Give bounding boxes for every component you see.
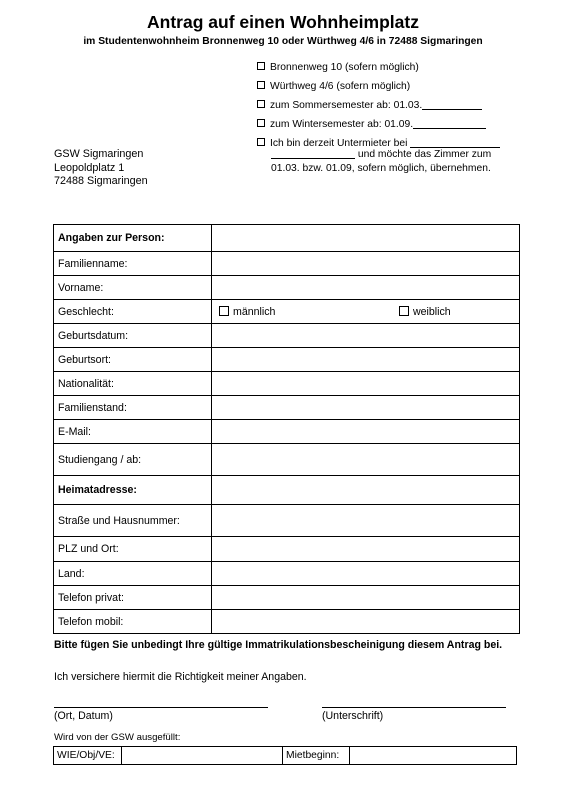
- declaration-text: Ich versichere hiermit die Richtigkeit meiner Angaben.: [54, 671, 307, 683]
- familienname-label: Familienname:: [54, 252, 212, 276]
- wie-label: WIE/Obj/VE:: [54, 747, 122, 765]
- gsw-office-table: [53, 746, 517, 765]
- unterschrift-label: (Unterschrift): [322, 710, 384, 722]
- ort-datum-label: (Ort, Datum): [54, 710, 113, 722]
- unterschrift-line[interactable]: [322, 707, 506, 708]
- option-wintersemester[interactable]: [257, 118, 486, 130]
- wintersemester-blank[interactable]: [413, 118, 486, 129]
- checkbox-maennlich[interactable]: [219, 306, 229, 316]
- untermieter-continuation: [271, 148, 491, 176]
- email-label: E-Mail:: [54, 420, 212, 444]
- option-bronnenweg[interactable]: [257, 62, 419, 73]
- recipient-address: [54, 148, 148, 189]
- untermieter-name-blank-2[interactable]: [271, 148, 355, 159]
- address-line-3: 72488 Sigmaringen: [54, 175, 148, 187]
- familienstand-field[interactable]: [212, 396, 520, 420]
- sommersemester-blank[interactable]: [422, 99, 482, 110]
- checkbox-wintersemester[interactable]: [257, 119, 265, 127]
- untermieter-line-3: 01.03. bzw. 01.09, sofern möglich, übernehmen.: [271, 163, 491, 174]
- tel-mobil-field[interactable]: [212, 610, 520, 634]
- option-sommersemester[interactable]: [257, 99, 482, 111]
- checkbox-untermieter[interactable]: [257, 138, 265, 146]
- tel-privat-field[interactable]: [212, 586, 520, 610]
- plz-label: PLZ und Ort:: [54, 537, 212, 562]
- section-heimat-field: [212, 476, 520, 505]
- tel-privat-label: Telefon privat:: [54, 586, 212, 610]
- enrollment-note: Bitte fügen Sie unbedingt Ihre gültige Immatrikulationsbescheinigung diesem Antrag bei.: [54, 639, 503, 651]
- nationalitaet-label: Nationalität:: [54, 372, 212, 396]
- option-wuerthweg[interactable]: [257, 81, 410, 92]
- gsw-note: Wird von der GSW ausgefüllt:: [54, 732, 181, 743]
- checkbox-sommersemester[interactable]: [257, 100, 265, 108]
- application-form-table: [53, 224, 520, 634]
- plz-field[interactable]: [212, 537, 520, 562]
- land-label: Land:: [54, 562, 212, 586]
- vorname-field[interactable]: [212, 276, 520, 300]
- page-title: Antrag auf einen Wohnheimplatz: [147, 12, 419, 32]
- option-sommersemester-label: zum Sommersemester ab: 01.03.: [270, 100, 423, 111]
- section-heimat-label: Heimatadresse:: [54, 476, 212, 505]
- strasse-field[interactable]: [212, 505, 520, 537]
- untermieter-name-blank[interactable]: [410, 137, 500, 148]
- geburtsort-label: Geburtsort:: [54, 348, 212, 372]
- vorname-label: Vorname:: [54, 276, 212, 300]
- geburtsort-field[interactable]: [212, 348, 520, 372]
- geschlecht-field: [212, 300, 520, 324]
- checkbox-weiblich[interactable]: [399, 306, 409, 316]
- checkbox-bronnenweg[interactable]: [257, 62, 265, 70]
- geburtsdatum-label: Geburtsdatum:: [54, 324, 212, 348]
- option-bronnenweg-label: Bronnenweg 10 (sofern möglich): [270, 62, 419, 73]
- maennlich-label: männlich: [233, 305, 276, 318]
- strasse-label: Straße und Hausnummer:: [54, 505, 212, 537]
- familienname-field[interactable]: [212, 252, 520, 276]
- email-field[interactable]: [212, 420, 520, 444]
- geburtsdatum-field[interactable]: [212, 324, 520, 348]
- checkbox-wuerthweg[interactable]: [257, 81, 265, 89]
- nationalitaet-field[interactable]: [212, 372, 520, 396]
- land-field[interactable]: [212, 562, 520, 586]
- option-wintersemester-label: zum Wintersemester ab: 01.09.: [270, 119, 414, 130]
- studiengang-label: Studiengang / ab:: [54, 444, 212, 476]
- weiblich-label: weiblich: [413, 305, 451, 318]
- studiengang-field[interactable]: [212, 444, 520, 476]
- option-untermieter-label: Ich bin derzeit Untermieter bei: [270, 138, 408, 149]
- address-line-2: Leopoldplatz 1: [54, 161, 125, 174]
- option-weiblich[interactable]: [399, 306, 451, 318]
- wie-field: [122, 747, 283, 765]
- page-subtitle: im Studentenwohnheim Bronnenweg 10 oder Würthweg 4/6 in 72488 Sigmaringen: [83, 36, 483, 47]
- section-person-field: [212, 225, 520, 252]
- ort-datum-line[interactable]: [54, 707, 268, 708]
- familienstand-label: Familienstand:: [54, 396, 212, 420]
- address-line-1: GSW Sigmaringen: [54, 148, 144, 160]
- option-maennlich[interactable]: [216, 306, 399, 318]
- tel-mobil-label: Telefon mobil:: [54, 610, 212, 634]
- option-wuerthweg-label: Würthweg 4/6 (sofern möglich): [270, 81, 411, 92]
- geschlecht-label: Geschlecht:: [54, 300, 212, 324]
- mietbeginn-label: Mietbeginn:: [283, 747, 350, 765]
- untermieter-line-2: und möchte das Zimmer zum: [357, 149, 492, 160]
- mietbeginn-field: [350, 747, 517, 765]
- section-person-label: Angaben zur Person:: [54, 225, 212, 252]
